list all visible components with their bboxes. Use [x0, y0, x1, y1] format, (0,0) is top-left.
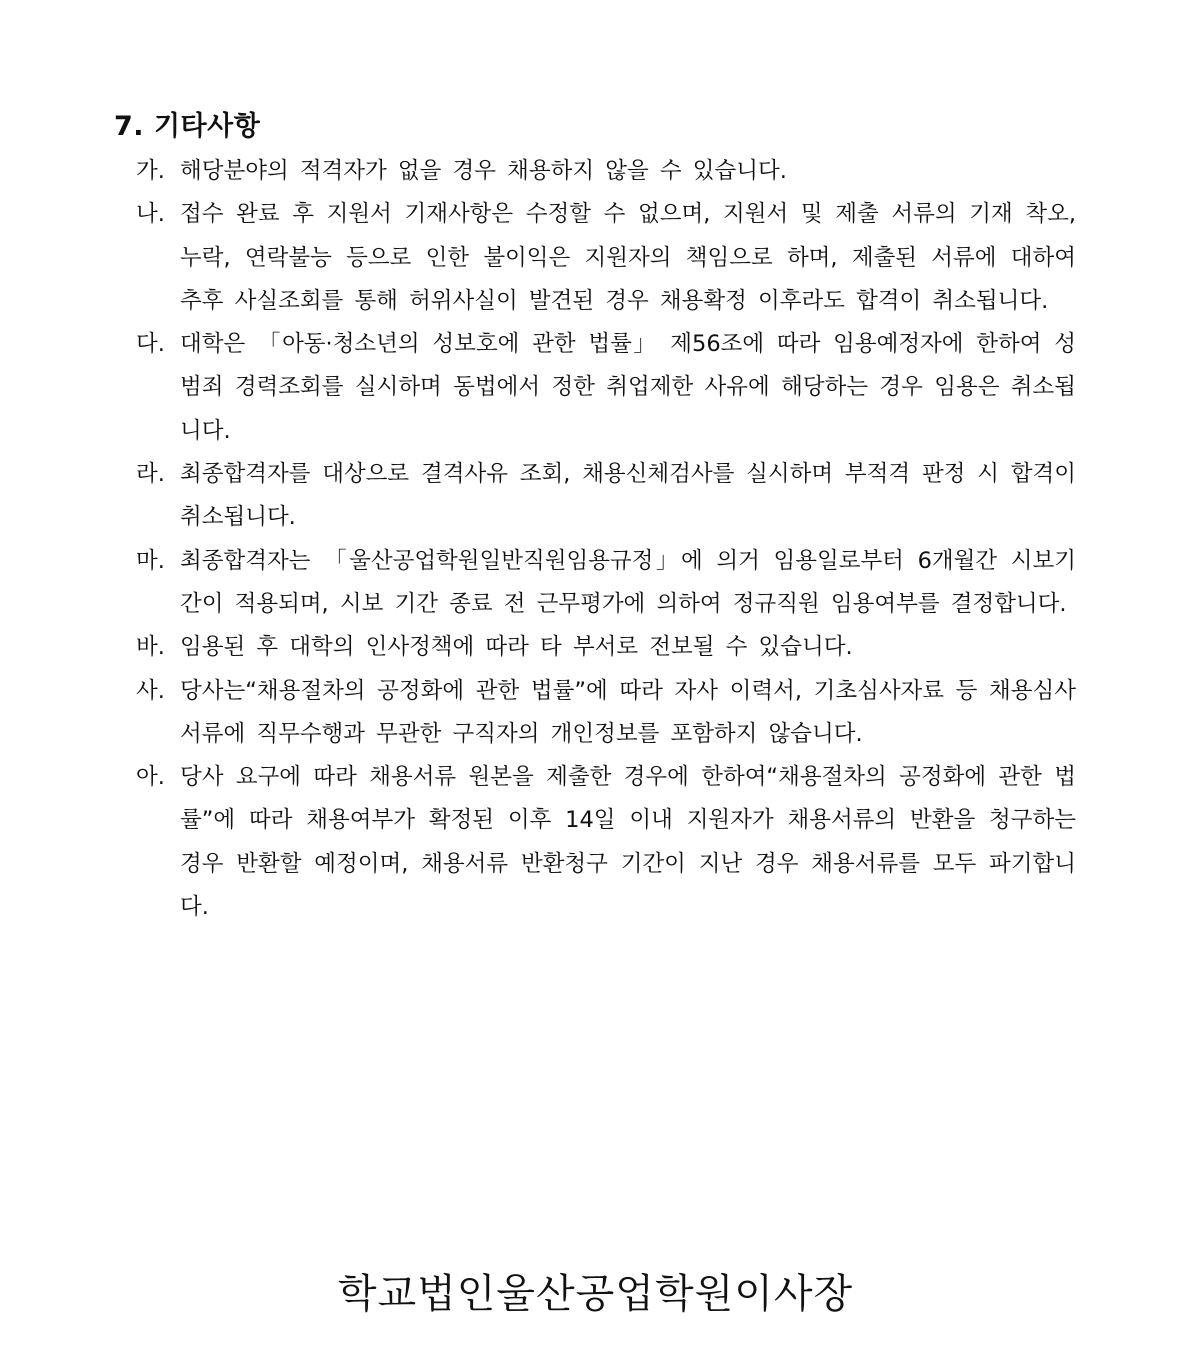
list-item: [136, 193, 1076, 323]
item-text: 대학은 「아동·청소년의 성보호에 관한 법률」 제56조에 따라 임용예정자에 한하여 성범죄 경력조회를 실시하며 동법에서 정한 취업제한 사유에 해당하는 경우 임용은 취소됩니다.: [180, 331, 1076, 444]
issuer-signature: 학교법인울산공업학원이사장: [337, 1271, 854, 1317]
list-item: [136, 453, 1076, 540]
item-marker: 사.: [136, 677, 165, 704]
notice-list: [136, 150, 1076, 929]
item-text: 당사 요구에 따라 채용서류 원본을 제출한 경우에 한하여“채용절차의 공정화에 관한 법률”에 따라 채용여부가 확정된 이후 14일 이내 지원자가 채용서류의 반환을 청구하는 경우 반환할 예정이며, 채용서류 반환청구 기간이 지난 경우 채용서류를 모두 파기합니다.: [180, 764, 1076, 921]
item-text: 해당분야의 적격자가 없을 경우 채용하지 않을 수 있습니다.: [180, 158, 787, 184]
section-title: 7. 기타사항: [114, 111, 261, 142]
item-text: 최종합격자를 대상으로 결격사유 조회, 채용신체검사를 실시하며 부적격 판정 시 합격이 취소됩니다.: [180, 461, 1076, 531]
list-item: [136, 756, 1076, 929]
list-item: [136, 150, 1076, 193]
item-marker: 라.: [136, 461, 165, 488]
list-item: [136, 670, 1076, 757]
item-marker: 다.: [136, 331, 165, 358]
item-text: 당사는“채용절차의 공정화에 관한 법률”에 따라 자사 이력서, 기초심사자료 등 채용심사 서류에 직무수행과 무관한 구직자의 개인정보를 포함하지 않습니다.: [180, 677, 1076, 747]
list-item: [136, 323, 1076, 453]
item-marker: 아.: [136, 764, 165, 791]
item-marker: 나.: [136, 201, 165, 228]
item-text: 접수 완료 후 지원서 기재사항은 수정할 수 없으며, 지원서 및 제출 서류의 기재 착오, 누락, 연락불능 등으로 인한 불이익은 지원자의 책임으로 하며, 제출된 서류에 대하여 추후 사실조회를 통해 허위사실이 발견된 경우 채용확정 이후라도 합격이 취소됩니다.: [180, 201, 1076, 314]
item-marker: 가.: [136, 158, 165, 184]
item-marker: 마.: [136, 547, 165, 574]
item-marker: 바.: [136, 634, 165, 661]
item-text: 최종합격자는 「울산공업학원일반직원임용규정」에 의거 임용일로부터 6개월간 시보기간이 적용되며, 시보 기간 종료 전 근무평가에 의하여 정규직원 임용여부를 결정합니다.: [180, 547, 1076, 617]
list-item: [136, 540, 1076, 627]
list-item: [136, 626, 1076, 669]
item-text: 임용된 후 대학의 인사정책에 따라 타 부서로 전보될 수 있습니다.: [180, 634, 853, 661]
